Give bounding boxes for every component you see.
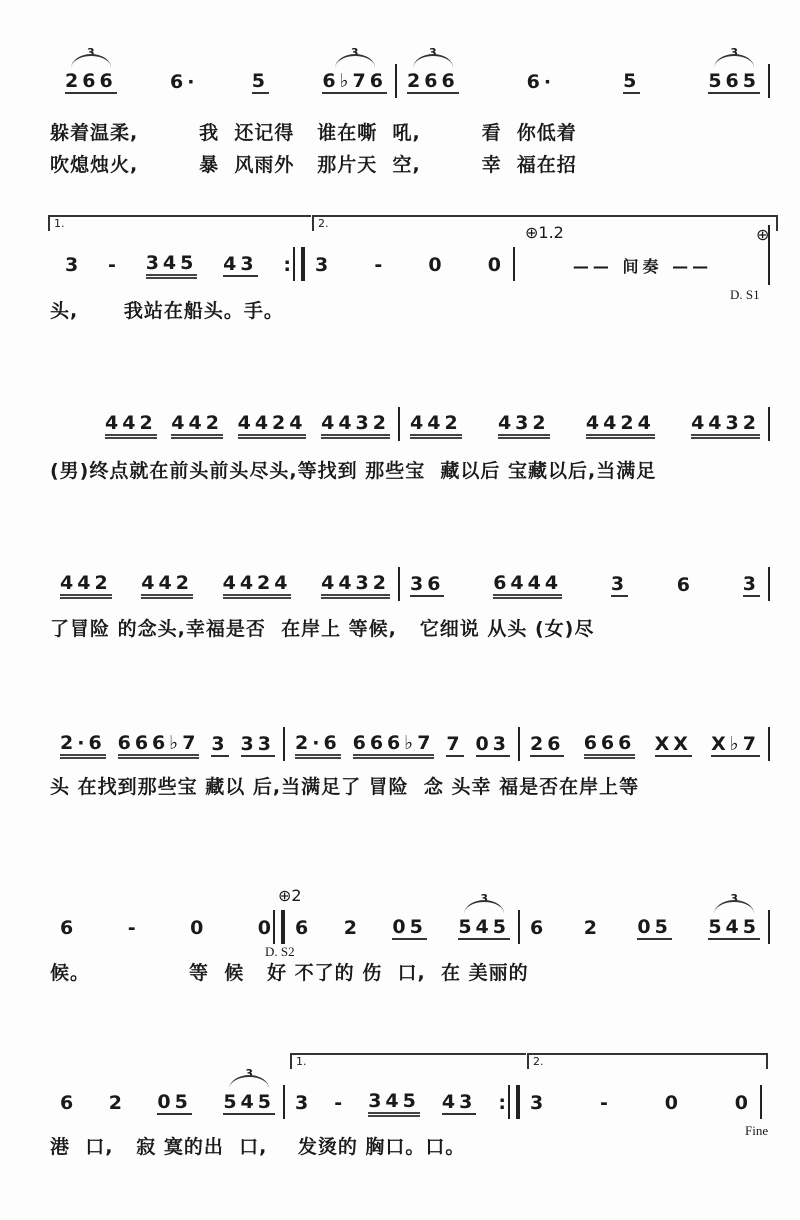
barline [768,910,770,944]
barline [768,64,770,98]
note-group: 26 [530,733,565,755]
triplet-mark: 3 [480,892,488,905]
note-group: 4424 [586,412,655,439]
lyric-line: 躲着温柔, 我 还记得 谁在嘶 吼, 看 你低着 [50,122,577,144]
note-group: 3 [315,254,333,276]
note-group: 4432 [691,412,760,439]
note-group: - [374,254,387,276]
note-group: 565 3 [708,46,760,92]
coda-mark: ⊕ [756,225,770,244]
note-group: 3 [610,573,629,595]
note-group: 4432 [321,412,390,439]
note-group: - [600,1092,612,1114]
measure [520,892,770,948]
note-group: - [334,1092,347,1114]
note-group: 266 3 [65,46,117,92]
note-group: : [283,254,295,276]
lyric-line: 头 在找到那些宝 藏以 后,当满足了 冒险 念 头幸 福是否在岸上等 [50,776,640,798]
note-group: 2 [583,917,601,939]
lyric-line: 港 口, 寂 寞的出 口, 发烫的 胸口。口。 [50,1136,466,1158]
volta-bracket: 1. [290,1053,526,1069]
triplet-mark: 3 [245,1067,253,1080]
measure [285,892,520,948]
note-group: 36 [410,573,445,595]
note-group: 6 [676,574,695,596]
measure [285,1083,520,1123]
note-group: 43 [223,253,258,275]
note-group: 2·6 [60,732,106,759]
note-group: 442 [410,412,462,439]
note-group: 0 [487,254,505,276]
measure [95,405,400,445]
note-group: 6· [170,71,199,93]
measure [305,245,515,285]
triplet-mark: 3 [730,892,738,905]
lyric-line: 头, 我站在船头。手。 [50,300,284,322]
note-group: 6 [530,917,548,939]
note-group: 05 [392,916,427,938]
measure [55,245,305,285]
note-group: —— 间奏 —— [572,256,713,276]
note-group: XX [654,733,692,755]
note-group: 266 3 [407,46,459,92]
triplet-mark: 3 [730,46,738,59]
fine-mark: Fine [745,1123,769,1138]
measure [400,565,770,605]
note-group: X♭7 [711,733,760,755]
note-group: 432 [498,412,550,439]
measure [55,46,397,102]
note-group: 666♭7 [353,732,435,759]
note-group: 5 [251,70,270,92]
dal-segno-mark: D. S2 [265,944,295,959]
note-group: 442 [105,412,157,439]
measure [50,908,285,948]
note-group: 7 [446,733,464,755]
note-group: 3 [65,254,83,276]
note-group: 4432 [321,572,390,599]
lyric-line: (男)终点就在前头前头尽头,等找到 那些宝 藏以后 宝藏以后,当满足 [50,460,657,482]
note-group: 6 [60,917,78,939]
measure [515,245,770,285]
note-group: 0 [190,917,208,939]
barline [768,567,770,601]
barline [293,247,305,281]
note-group: 666 [584,732,636,759]
measure [520,1083,762,1123]
measure [50,725,285,765]
measure [400,405,770,445]
note-group: 4424 [223,572,292,599]
note-group: - [127,917,140,939]
barline [508,1085,520,1119]
note-group: 3 [742,573,760,595]
triplet-mark: 3 [350,46,359,59]
barline [768,727,770,761]
measure [50,1067,285,1123]
lyric-line: 了冒险 的念头,幸福是否 在岸上 等候, 它细说 从头 (女)尽 [50,618,595,640]
note-group: 442 [171,412,223,439]
note-group: 6 [60,1092,78,1114]
note-group: 6· [526,71,556,93]
note-group: 2 [108,1092,126,1114]
note-group: 05 [157,1091,192,1113]
volta-bracket: 2. [312,215,778,231]
note-group: 3 [530,1092,548,1114]
barline [760,1085,762,1119]
coda-mark: ⊕1.2 [525,223,564,242]
lyric-line: 吹熄烛火, 暴 风雨外 那片天 空, 幸 福在招 [50,154,577,176]
barline [768,407,770,441]
note-group: 6444 [493,572,562,599]
measure [285,725,520,765]
note-group: 345 [368,1090,420,1117]
triplet-mark: 3 [87,46,95,59]
note-group: 442 [60,572,112,599]
note-group: 3 [211,733,229,755]
note-group: 0 [664,1092,682,1114]
measure [520,725,770,765]
note-group: 545 3 [458,892,510,938]
note-group: 3 [295,1092,313,1114]
lyric-line: 候。 等 候 好 不了的 伤 口, 在 美丽的 [50,962,529,984]
note-group: 33 [240,733,275,755]
note-group: 03 [475,733,510,755]
barline [273,910,285,944]
note-group: 666♭7 [118,732,200,759]
note-group: 2 [343,917,361,939]
coda-mark: ⊕2 [278,886,302,905]
dal-segno-mark: D. S1 [730,287,760,302]
volta-bracket: 2. [527,1053,768,1069]
triplet-mark: 3 [429,46,437,59]
volta-bracket: 1. [48,215,311,231]
note-group: 2·6 [295,732,341,759]
measure [397,46,770,102]
note-group: 43 [441,1091,477,1113]
note-group: 05 [637,916,672,938]
note-group: 0 [734,1092,752,1114]
note-group: 5 [623,70,641,92]
measure [50,565,400,605]
note-group: 6♭76 3 [322,46,387,92]
note-group: 6 [295,917,313,939]
note-group: 0 [257,917,275,939]
note-group: 345 [146,252,198,279]
note-group: 0 [428,254,446,276]
note-group: 545 3 [708,892,760,938]
note-group: : [498,1092,510,1114]
note-group: 545 3 [223,1067,275,1113]
note-group: - [108,254,120,276]
note-group: 442 [141,572,193,599]
note-group: 4424 [238,412,307,439]
